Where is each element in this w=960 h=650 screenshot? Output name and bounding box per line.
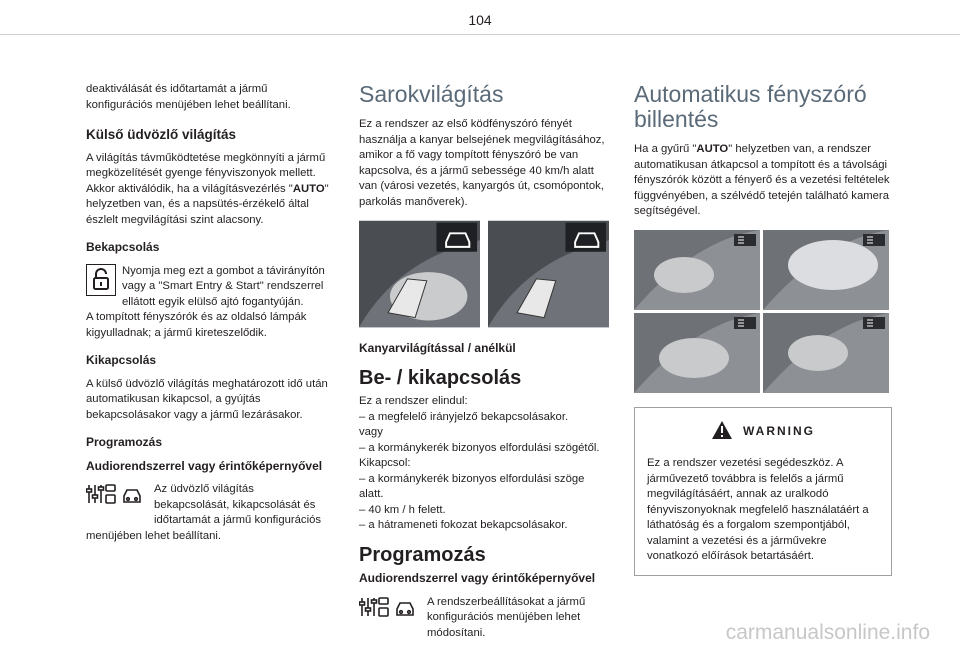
onoff-line: vagy xyxy=(359,426,383,438)
warning-label: WARNING xyxy=(743,424,815,438)
warning-header xyxy=(647,420,879,445)
column-middle xyxy=(359,82,609,650)
prog-title: Programozás xyxy=(86,435,163,449)
cornering-photo-without xyxy=(488,219,609,329)
prog-title-2: Programozás xyxy=(359,543,486,566)
onoff-line: – a hátrameneti fokozat bekapcsolásakor. xyxy=(359,519,568,531)
column-left xyxy=(86,82,331,553)
on-title: Bekapcsolás xyxy=(86,240,160,254)
photos-caption: Kanyarvilágítással / anélkül xyxy=(359,341,516,355)
onoff-line: – 40 km / h felett. xyxy=(359,503,446,516)
prog-text-block-2 xyxy=(359,595,609,642)
section-title-welcome-lighting: Külső üdvözlő világítás xyxy=(86,127,237,142)
illustration-1 xyxy=(634,230,760,310)
lock-icon xyxy=(86,264,116,302)
auto-beam-text xyxy=(634,142,892,220)
off-text: A külső üdvözlő világítás meghatározott idő után automatikusan kikapcsol, a gyújtás bekapcsolásakor vagy a jármű lezárásakor. xyxy=(86,377,328,421)
on-text-block xyxy=(86,264,331,342)
audio-settings-icon xyxy=(86,482,148,512)
illustration-4 xyxy=(763,313,889,393)
illustration-2 xyxy=(763,230,889,310)
welcome-text-post: " helyzetben van, és a napsütés-érzékelő által észlelt megvilágítási szint alacsony. xyxy=(86,182,329,226)
onoff-line: – a kormánykerék bizonyos elfordulási szöge alatt. xyxy=(359,472,585,500)
onoff-title: Be- / kikapcsolás xyxy=(359,366,522,389)
cornering-light-text: Ez a rendszer az első ködfényszóró fényét használja a kanyar belsejének megvilágításához, amikor a fő vagy tompított fényszóró be van kapcsolva, és a jármű sebessége 40 km/h alatt van (városi vezetés, kanyargós út, csomópontok, parkolás manőverek). xyxy=(359,118,605,208)
prog-text: Az üdvözlő világítás bekapcsolását, kikapcsolását és időtartamát a jármű konfigurációs menüjében lehet beállítani. xyxy=(86,483,322,542)
on-text: Nyomja meg ezt a gombot a távirányítón vagy a "Smart Entry & Start" rendszerrel ellátott egyik elülső ajtó fogantyúján. xyxy=(122,264,325,308)
cornering-light-title: Sarokvilágítás xyxy=(359,81,504,107)
audio-settings-icon xyxy=(359,595,421,625)
prog-text-block xyxy=(86,482,331,544)
illustration-3 xyxy=(634,313,760,393)
prog-subtitle: Audiorendszerrel vagy érintőképernyővel xyxy=(86,458,323,473)
welcome-text-pre: A világítás távműködtetése megkönnyíti a jármű megközelítését gyenge fényviszonyok mellett. Akkor aktiválódik, ha a világításvezérlés " xyxy=(86,151,326,195)
cornering-photo-with xyxy=(359,219,480,329)
prog-text-2: A rendszerbeállításokat a jármű konfigurációs menüjében lehet módosítani. xyxy=(427,595,586,639)
auto-bold: AUTO xyxy=(292,182,325,195)
onoff-line: – a megfelelő irányjelző bekapcsolásakor. xyxy=(359,410,569,423)
auto-beam-pre: Ha a gyűrű " xyxy=(634,143,697,155)
intro-text: deaktiválását és időtartamát a jármű konfigurációs menüjében lehet beállítani. xyxy=(86,83,291,111)
onoff-line: – a kormánykerék bizonyos elfordulási szögétől. xyxy=(359,441,600,454)
auto-beam-post: " helyzetben van, a rendszer automatikusan átkapcsol a tompított és a távolsági fényszórók között a fényerő és a vezetési feltételek függvényében, a szélvédő tetején található kamera segítségével. xyxy=(634,143,890,217)
auto-bold-2: AUTO xyxy=(696,143,729,155)
onoff-line: Ez a rendszer elindul: xyxy=(359,395,468,407)
off-title: Kikapcsolás xyxy=(86,353,157,367)
auto-beam-illustrations xyxy=(634,230,892,393)
header-rule xyxy=(0,34,960,35)
watermark: carmanualsonline.info xyxy=(725,621,930,644)
warning-triangle-icon xyxy=(711,420,733,445)
warning-text: Ez a rendszer vezetési segédeszköz. A járművezető továbbra is felelős a jármű megvilágításáért, annak az uralkodó fényviszonyoknak megfelelő használatáért a láthatóság és a forgalom szempontjából, valamint a vezetési és a járművekre vonatkozó előírások betartásáért. xyxy=(647,457,869,562)
column-right xyxy=(634,82,892,576)
page-number: 104 xyxy=(468,12,492,28)
welcome-lighting-text xyxy=(86,151,331,229)
auto-beam-title: Automatikus fényszóró billentés xyxy=(634,81,867,132)
prog-subtitle-2: Audiorendszerrel vagy érintőképernyővel xyxy=(359,571,596,585)
onoff-list xyxy=(359,394,609,534)
cornering-photos xyxy=(359,219,609,329)
onoff-line: Kikapcsol: xyxy=(359,457,411,469)
warning-box xyxy=(634,407,892,576)
on-text-2: A tompított fényszórók és az oldalsó lámpák kigyulladnak; a jármű kireteszelődik. xyxy=(86,311,307,339)
